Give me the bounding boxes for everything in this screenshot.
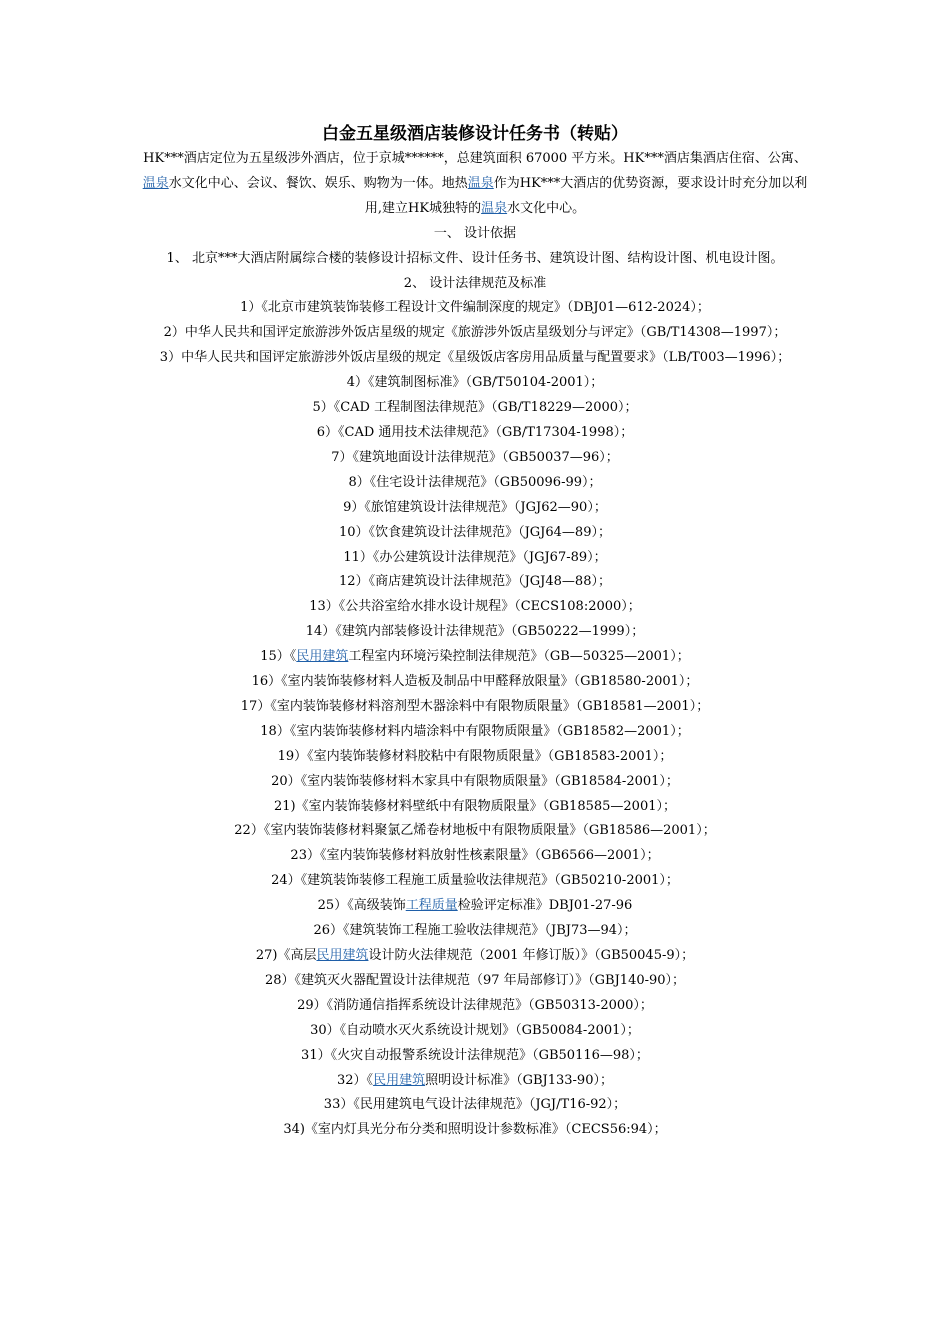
standard-item-3: 3）中华人民共和国评定旅游涉外饭店星级的规定《星级饭店客房用品质量与配置要求》（LB/T003—1996）； [159,350,791,366]
standard-item-6: 6）《CAD 通用技术法律规范》（GB/T17304-1998）； [316,424,634,440]
standard-item-27-suffix: 设计防火法律规范（2001 年修订版）》（GB50045-9）； [368,948,695,963]
standard-item-25-prefix: 25）《高级装饰 [317,898,406,914]
design-basis-item-1: 1、 北京***大酒店附属综合楼的装修设计招标文件、设计任务书、建筑设计图、结构设计图、机电设计图。 [166,250,784,266]
standard-item-28: 28）《建筑灭火器配置设计法律规范（97 年局部修订）》（GBJ140-90）； [264,972,686,988]
standard-item-8: 8）《住宅设计法律规范》（GB50096-99）； [348,474,602,490]
standard-item-25-suffix: 检验评定标准》DBJ01-27-96 [457,898,633,914]
standard-item-27-prefix: 27)《高层 [255,948,317,963]
civil-building-link-1[interactable]: 民用建筑 [296,649,349,665]
intro-text-4: 水文化中心。 [507,200,586,216]
intro-text-1: HK***酒店定位为五星级涉外酒店，位于京城******，总建筑面积 67000 平方米。HK***酒店集酒店住宿、公寓、 [143,151,807,166]
standard-item-23: 23）《室内装饰装修材料放射性核素限量》（GB6566—2001）； [290,848,660,864]
standard-item-29: 29）《消防通信指挥系统设计法律规范》（GB50313-2000）； [297,997,653,1013]
standard-item-25 [140,894,810,919]
standard-item-17: 17）《室内装饰装修材料溶剂型木器涂料中有限物质限量》（GB18581—2001）； [240,698,710,714]
standard-item-15 [140,645,810,670]
engineering-quality-link[interactable]: 工程质量 [405,898,458,914]
standard-item-18: 18）《室内装饰装修材料内墙涂料中有限物质限量》（GB18582—2001）； [260,723,690,739]
hot-spring-link-2[interactable]: 温泉 [467,175,494,191]
standard-item-16: 16）《室内装饰装修材料人造板及制品中甲醛释放限量》（GB18580-2001）； [251,674,699,690]
standard-item-5: 5）《CAD 工程制图法律规范》（GB/T18229—2000）； [312,400,638,416]
intro-text-3: 作为HK***大酒店的优势资源，要求设计时充分加以利用,建立HK城独特的 [364,175,808,216]
standard-item-13: 13）《公共浴室给水排水设计规程》（CECS108:2000）； [309,599,641,615]
civil-building-link-2[interactable]: 民用建筑 [316,948,369,963]
section-heading-design-basis: 一、 设计依据 [433,225,517,241]
standard-item-21: 21)《室内装饰装修材料壁纸中有限物质限量》（GB18585—2001）； [274,798,676,814]
standard-item-15-prefix: 15）《 [260,649,297,665]
standard-item-32 [140,1069,810,1094]
standard-item-32-suffix: 照明设计标准》（GBJ133-90）； [425,1072,613,1088]
standard-item-15-suffix: 工程室内环境污染控制法律规范》（GB—50325—2001）； [348,649,690,665]
standard-item-9: 9）《旅馆建筑设计法律规范》（JGJ62—90）； [343,499,607,515]
civil-building-link-3[interactable]: 民用建筑 [373,1072,426,1088]
standard-item-10: 10）《饮食建筑设计法律规范》（JGJ64—89）； [339,524,611,540]
standard-item-1: 1）《北京市建筑装饰装修工程设计文件编制深度的规定》（DBJ01—612-2024）； [240,300,710,316]
standard-item-31: 31）《火灾自动报警系统设计法律规范》（GB50116—98）； [301,1047,649,1063]
standard-item-4: 4）《建筑制图标准》（GB/T50104-2001）； [346,375,604,391]
section-heading-standards: 2、 设计法律规范及标准 [403,275,547,291]
hot-spring-link-3[interactable]: 温泉 [481,200,508,216]
standard-item-24: 24）《建筑装饰装修工程施工质量验收法律规范》（GB50210-2001）； [271,873,679,889]
standard-item-33: 33）《民用建筑电气设计法律规范》（JGJ/T16-92）； [323,1097,627,1113]
intro-paragraph [140,147,810,222]
standard-item-2: 2）中华人民共和国评定旅游涉外饭店星级的规定《旅游涉外饭店星级划分与评定》（GB/T14308—1997）； [163,325,787,341]
document-title: 白金五星级酒店装修设计任务书（转贴） [322,124,628,144]
intro-text-2: 水文化中心、会议、餐饮、娱乐、购物为一体。地热 [168,175,468,191]
standard-item-34: 34)《室内灯具光分布分类和照明设计参数标准》（CECS56:94）； [283,1122,667,1138]
standard-item-7: 7）《建筑地面设计法律规范》（GB50037—96）； [331,449,619,465]
standard-item-12: 12）《商店建筑设计法律规范》（JGJ48—88）； [339,574,611,590]
standard-item-30: 30）《自动喷水灭火系统设计规划》（GB50084-2001）； [310,1022,640,1038]
document-page [140,122,810,1143]
standard-item-26: 26）《建筑装饰工程施工验收法律规范》（JBJ73—94）； [313,923,637,939]
standard-item-19: 19）《室内装饰装修材料胶粘中有限物质限量》（GB18583-2001）； [277,748,673,764]
standard-item-22: 22）《室内装饰装修材料聚氯乙烯卷材地板中有限物质限量》（GB18586—2001）； [234,823,716,839]
standard-item-11: 11）《办公建筑设计法律规范》（JGJ67-89）； [343,549,607,565]
standard-item-32-prefix: 32）《 [337,1072,374,1088]
hot-spring-link-1[interactable]: 温泉 [142,175,169,191]
standard-item-20: 20）《室内装饰装修材料木家具中有限物质限量》（GB18584-2001）； [271,773,679,789]
standard-item-14: 14）《建筑内部装修设计法律规范》（GB50222—1999）； [305,624,645,640]
standard-item-27 [140,944,810,969]
